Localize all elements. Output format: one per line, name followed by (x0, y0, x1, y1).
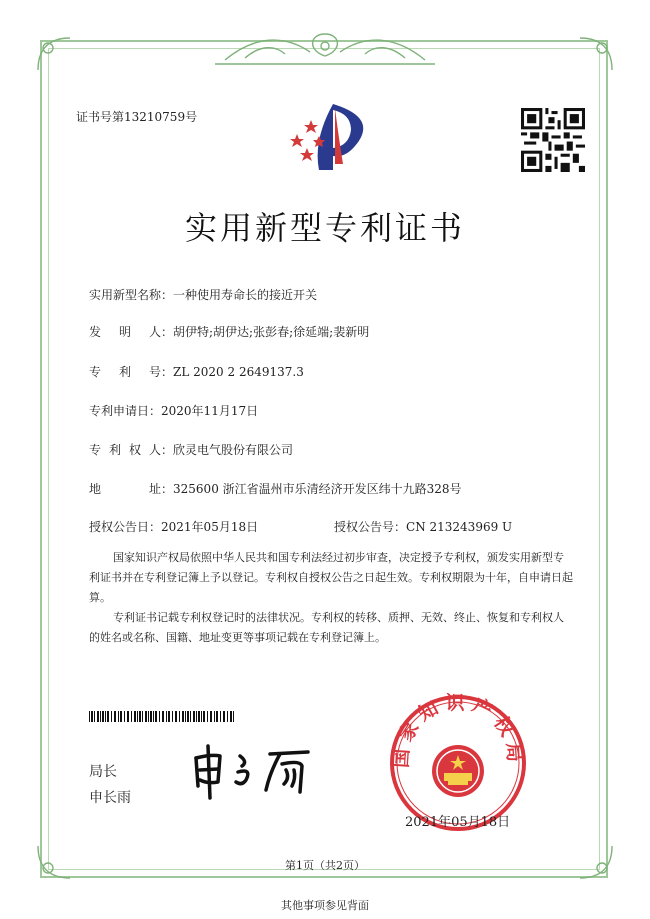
body-paragraph: 专利证书记载专利权登记时的法律状况。专利权的转移、质押、无效、终止、恢复和专利权人的姓名或名称、国籍、地址变更等事项记载在专利登记簿上。 (89, 611, 564, 644)
field-patentee (89, 441, 293, 458)
top-ornament-icon (215, 30, 435, 66)
field-announcement-number (334, 518, 512, 535)
field-value: 胡伊特;胡伊达;张彭春;徐延端;裴新明 (173, 325, 370, 339)
cnipa-logo-icon (283, 100, 383, 172)
field-value: CN 213243969 U (406, 520, 513, 534)
field-colon: ： (161, 325, 174, 339)
field-label: 授权公告日： (89, 520, 162, 534)
field-inventor (89, 323, 369, 340)
field-value: ZL 2020 2 2649137.3 (173, 365, 304, 379)
corner-ornament-icon (576, 34, 616, 74)
seal-text: 国家知识产权局 (390, 693, 526, 769)
field-colon: ： (161, 482, 174, 496)
field-patent-number (89, 363, 304, 380)
qr-code-icon (521, 108, 585, 172)
certificate-number: 证书号第13210759号 (76, 110, 198, 124)
field-value: 欣灵电气股份有限公司 (173, 443, 294, 457)
certificate-title: 实用新型专利证书 (184, 209, 465, 247)
field-value: 一种使用寿命长的接近开关 (173, 288, 318, 302)
page-number: 第1页（共2页） (285, 859, 365, 872)
field-label: 实用新型名称： (89, 288, 174, 302)
barcode-icon (89, 711, 234, 722)
body-paragraph: 国家知识产权局依照中华人民共和国专利法经过初步审查，决定授予专利权，颁发实用新型专利证书并在专利登记簿上予以登记。专利权自授权公告之日起生效。专利权期限为十年，自申请日起算。 (89, 551, 573, 604)
field-announcement-date (89, 518, 258, 535)
field-value: 325600 浙江省温州市乐清经济开发区纬十九路328号 (173, 482, 462, 496)
field-filing-date (89, 402, 258, 419)
seal-date: 2021年05月18日 (405, 815, 511, 830)
field-colon: ： (161, 365, 174, 379)
field-label: 专利号 (89, 365, 161, 379)
field-utility-model-name (89, 286, 317, 303)
corner-ornament-icon (34, 34, 74, 74)
director-name: 申长雨 (89, 790, 131, 806)
field-label: 专利申请日： (89, 404, 162, 418)
field-address (89, 480, 462, 497)
field-label: 授权公告号： (334, 520, 407, 534)
field-value: 2020年11月17日 (161, 404, 259, 418)
field-label: 发明人 (89, 325, 161, 339)
footer-note: 其他事项参见背面 (281, 899, 369, 912)
signature-icon (190, 742, 330, 802)
field-value: 2021年05月18日 (161, 520, 259, 534)
director-title: 局长 (89, 764, 117, 780)
field-label: 专利权人 (89, 443, 161, 457)
field-label: 地址 (89, 482, 161, 496)
field-colon: ： (161, 443, 174, 457)
